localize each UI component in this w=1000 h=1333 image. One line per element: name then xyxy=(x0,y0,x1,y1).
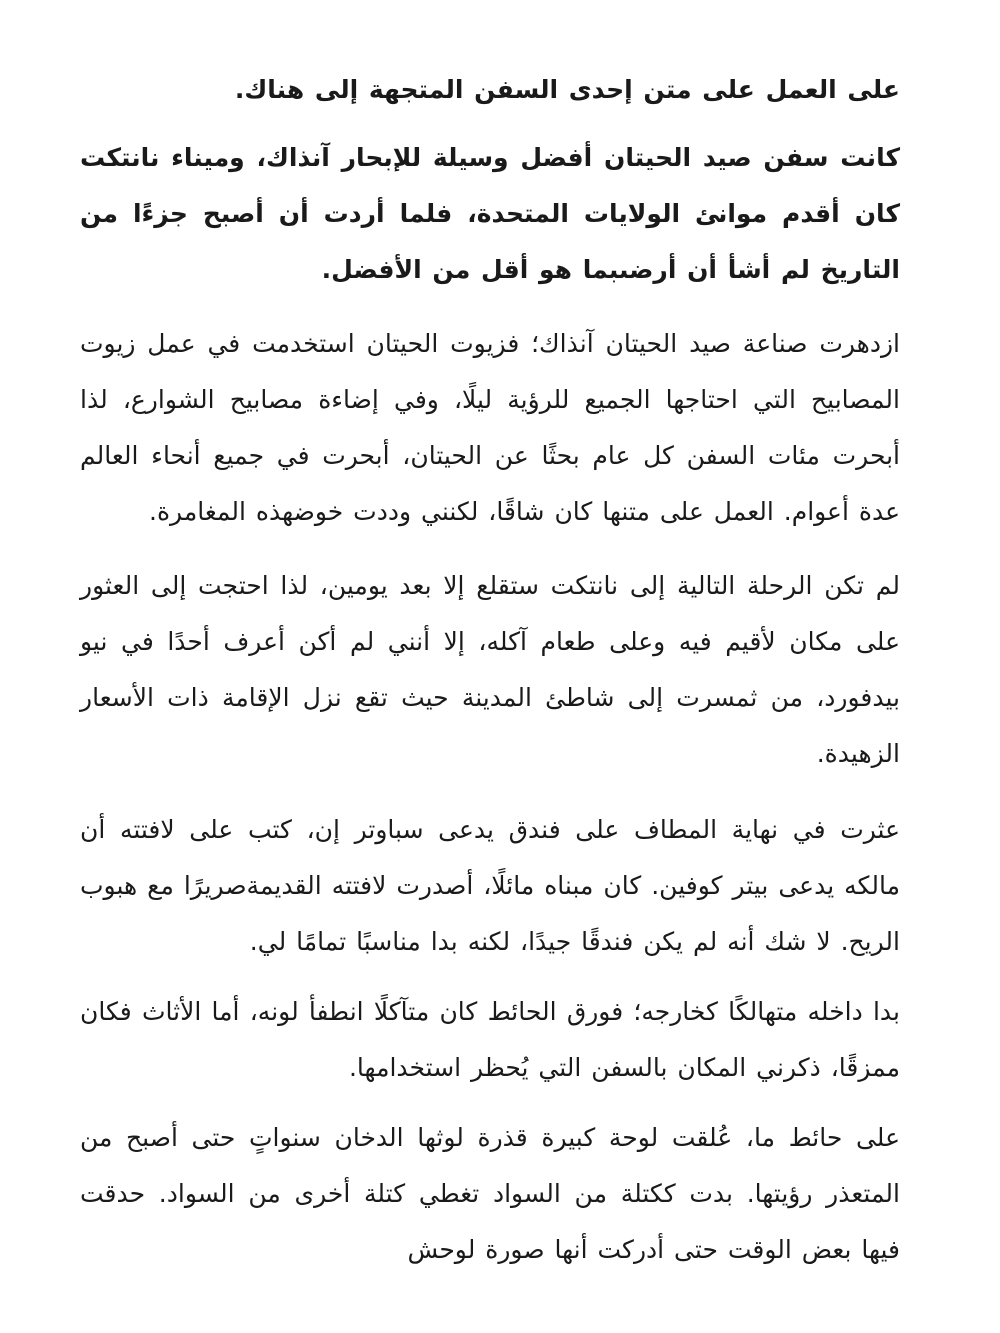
paragraph-5: عثرت في نهاية المطاف على فندق يدعى سباوتر إن، كتب على لافتته أن مالكه يدعى بيتر كوفين. كان مبناه مائلًا، أصدرت لافتته القديمةصريرًا مع هبوب الريح. لا شك أنه لم يكن فندقًا جيدًا، لكنه بدا مناسبًا تمامًا لي. xyxy=(80,815,900,956)
paragraph-7: على حائط ما، عُلقت لوحة كبيرة قذرة لوثها الدخان سنواتٍ حتى أصبح من المتعذر رؤيتها. بدت ككتلة من السواد تغطي كتلة أخرى من السواد. حدقت فيها بعض الوقت حتى أدركت أنها صورة لوحش xyxy=(80,1123,900,1264)
book-page xyxy=(80,62,900,1294)
paragraph-2: كانت سفن صيد الحيتان أفضل وسيلة للإبحار آنذاك، وميناء نانتكت كان أقدم موانئ الولايات المتحدة، فلما أردت أن أصبح جزءًا من التاريخ لم أشأ أن أرضىبما هو أقل من الأفضل. xyxy=(80,143,900,284)
paragraph-3: ازدهرت صناعة صيد الحيتان آنذاك؛ فزيوت الحيتان استخدمت في عمل زيوت المصابيح التي احتاجها الجميع للرؤية ليلًا، وفي إضاءة مصابيح الشوارع، لذا أبحرت مئات السفن كل عام بحثًا عن الحيتان، أبحرت في جميع أنحاء العالم عدة أعوام. العمل على متنها كان شاقًا، لكنني وددت خوضهذه المغامرة. xyxy=(80,329,900,526)
paragraph-6: بدا داخله متهالكًا كخارجه؛ فورق الحائط كان متآكلًا انطفأ لونه، أما الأثاث فكان ممزقًا، ذكرني المكان بالسفن التي يُحظر استخدامها. xyxy=(80,997,900,1082)
paragraph-4: لم تكن الرحلة التالية إلى نانتكت ستقلع إلا بعد يومين، لذا احتجت إلى العثور على مكان لأقيم فيه وعلى طعام آكله، إلا أنني لم أكن أعرف أحدًا في نيو بيدفورد، من ثمسرت إلى شاطئ المدينة حيث تقع نزل الإقامة ذات الأسعار الزهيدة. xyxy=(80,571,900,768)
paragraph-1: على العمل على متن إحدى السفن المتجهة إلى هناك. xyxy=(234,75,900,104)
